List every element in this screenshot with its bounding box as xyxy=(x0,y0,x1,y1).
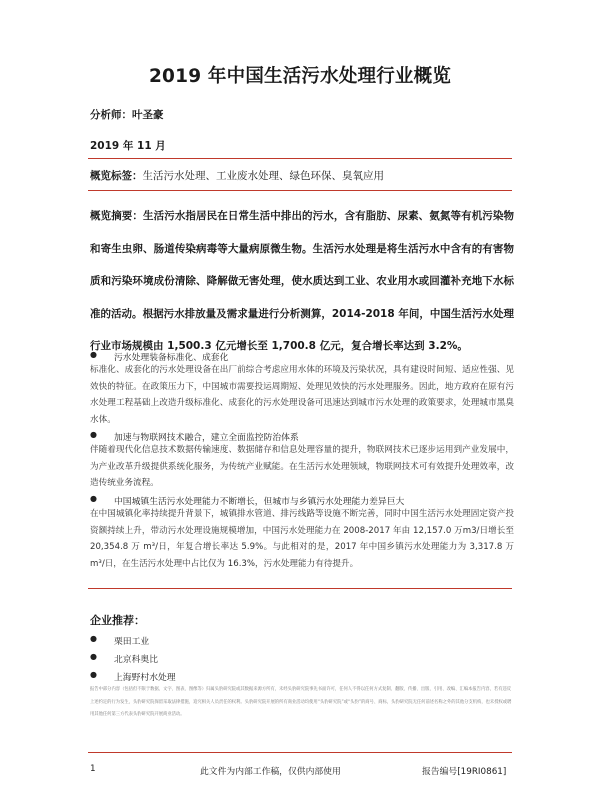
bullet-icon: ● xyxy=(90,350,97,359)
tags-value: 生活污水处理、工业废水处理、绿色环保、臭氧应用 xyxy=(142,170,384,182)
analyst-name: 分析师：叶圣豪 xyxy=(90,109,164,121)
abstract-label: 概览摘要： xyxy=(90,210,144,222)
point-body: 伴随着现代化信息技术数据传输速度、数据储存和信息处理容量的提升，物联网技术已逐步运用到产业发展中，为产业改革升级提供系统化服务，为传统产业赋能。在生活污水处理领域，物联网技术可有效提升处理效率，改造传统业务流程。 xyxy=(90,445,514,489)
report-date: 2019 年 11 月 xyxy=(90,140,166,152)
bullet-icon: ● xyxy=(90,670,97,679)
disclaimer: 报告中部分内容（包括但不限于数据、文字、图表、图像等）归属头豹研究院或其数据来源方所有，未经头豹研究院事先书面许可，任何人不得以任何方式复制、翻版、传播、出版、引用、改编、汇编本报告内容，若有违反上述约定的行为发生，头豹研究院保留采取法律措施，追究相关人员责任的权利。头豹研究院开展的所有商业活动均使用“头豹研究院”或“头豹”的商号、商标，头豹研究院无任何前述名称之外的其他分支机构，也未授权或聘用其他任何第三方代表头豹研究院开展商业活动。 xyxy=(90,687,512,718)
bullet-icon: ● xyxy=(90,634,97,643)
divider-footer xyxy=(88,752,512,753)
divider-points xyxy=(88,588,512,589)
divider-top xyxy=(88,158,512,159)
report-page: 2019 年中国生活污水处理行业概览 分析师：叶圣豪 2019 年 11 月 概览标签：生活污水处理、工业废水处理、绿色环保、臭氧应用 概览摘要：生活污水指居民在日常生活中排出的污水，含有脂肪、尿素、氨氮等有机污染物和寄生虫卵、肠道传染病毒等大量病原微生物。生活污水处理是将生活污水中含有的有害物质和污染环境成份清除、降解做无害处理，使水质达到工业、农业用水或回灌补充地下水标准的活动。根据污水排放量及需求量进行分析测算，2014-2018 年间，中国生活污水处理行业市场规模由 1,500.3 亿元增长至 1,700.8 亿元，复合增长率达到 3.2%。 ● 污水处理装备标准化、成套化 标准化、成套化的污水处理设备在出厂前综合考虑应用水体的环境及污染状况，具有建设时间短、适应性强、见效快的特征。在政策压力下，中国城市需要投运周期短、处理见效快的污水处理服务。因此，地方政府在原有污水处理工程基础上改造升级标准化、成套化的污水处理设备可迅速达到城市污水处理的政策要求，处理城市黑臭水体。 ● 加速与物联网技术融合，建立全面监控防治体系 伴随着现代化信息技术数据传输速度、数据储存和信息处理容量的提升，物联网技术已逐步运用到产业发展中，为产业改革升级提供系统化服务，为传统产业赋能。在生活污水处理领域，物联网技术可有效提升处理效率，改造传统业务流程。 ● 中国城镇生活污水处理能力不断增长，但城市与乡镇污水处理能力差异巨大 在中国城镇化率持续提升背景下，城镇排水管道、排污线路等设施不断完善，同时中国生活污水处理固定资产投资额持续上升，带动污水处理设施规模增加，中国污水处理能力在 2008-2017 年由 12,157.0 万m3/日增长至 20,354.8 万 m³/日，年复合增长率达 5.9%。与此相对的是，2017 年中国乡镇污水处理能力为 3,317.8 万 m³/日，在生活污水处理中占比仅为 16.3%，污水处理能力有待提升。 企业推荐： ● 栗田工业 ● 北京科奥比 ● 上海野村水处理 报告中部分内容（包括但不限于数据、文字、图表、图像等）归属头豹研究院或其数据来源方所有，未经头豹研究院事先书面许可，任何人不得以任何方式复制、翻版、传播、出版、引用、改编、汇编本报告内容，若有违反上述约定的行为发生，头豹研究院保留采取法律措施，追究相关人员责任的权利。头豹研究院开展的所有商业活动均使用“头豹研究院”或“头豹”的商号、商标，头豹研究院无任何前述名称之外的其他分支机构，也未授权或聘用其他任何第三方代表头豹研究院开展商业活动。 1 此文件为内部工作稿，仅供内部使用 报告编号[19RI0861] xyxy=(0,0,600,800)
footer-notice: 此文件为内部工作稿，仅供内部使用 xyxy=(200,767,341,777)
tags-line xyxy=(90,168,384,183)
abstract xyxy=(90,200,514,363)
recommendation-title: 企业推荐： xyxy=(90,614,145,627)
page-number: 1 xyxy=(90,764,96,774)
point-body: 标准化、成套化的污水处理设备在出厂前综合考虑应用水体的环境及污染状况，具有建设时间短、适应性强、见效快的特征。在政策压力下，中国城市需要投运周期短、处理见效快的污水处理服务。因此，地方政府在原有污水处理工程基础上改造升级标准化、成套化的污水处理设备可迅速达到城市污水处理的政策要求，处理城市黑臭水体。 xyxy=(90,365,514,425)
bullet-icon: ● xyxy=(90,652,97,661)
bullet-icon: ● xyxy=(90,494,97,503)
abstract-text: 生活污水指居民在日常生活中排出的污水，含有脂肪、尿素、氨氮等有机污染物和寄生虫卵、肠道传染病毒等大量病原微生物。生活污水处理是将生活污水中含有的有害物质和污染环境成份清除、降解做无害处理，使水质达到工业、农业用水或回灌补充地下水标准的活动。根据污水排放量及需求量进行分析测算，2014-2018 年间，中国生活污水处理行业市场规模由 1,500.3 亿元增长至 1,700.8 亿元，复合增长率达到 3.2%。 xyxy=(90,210,515,353)
report-number: 报告编号[19RI0861] xyxy=(422,767,507,777)
point-body: 在中国城镇化率持续提升背景下，城镇排水管道、排污线路等设施不断完善，同时中国生活污水处理固定资产投资额持续上升，带动污水处理设施规模增加，中国污水处理能力在 2008-2017 年由 12,157.0 万m3/日增长至 20,354.8 万 m³/日，年复合增长率达 5.9%。与此相对的是，2017 年中国乡镇污水处理能力为 3,317.8 万 m³/日，在生活污水处理中占比仅为 16.3%，污水处理能力有待提升。 xyxy=(90,509,514,569)
divider-tags xyxy=(88,190,512,191)
tags-label: 概览标签： xyxy=(90,170,143,182)
bullet-icon: ● xyxy=(90,430,97,439)
report-title: 2019 年中国生活污水处理行业概览 xyxy=(148,66,452,87)
